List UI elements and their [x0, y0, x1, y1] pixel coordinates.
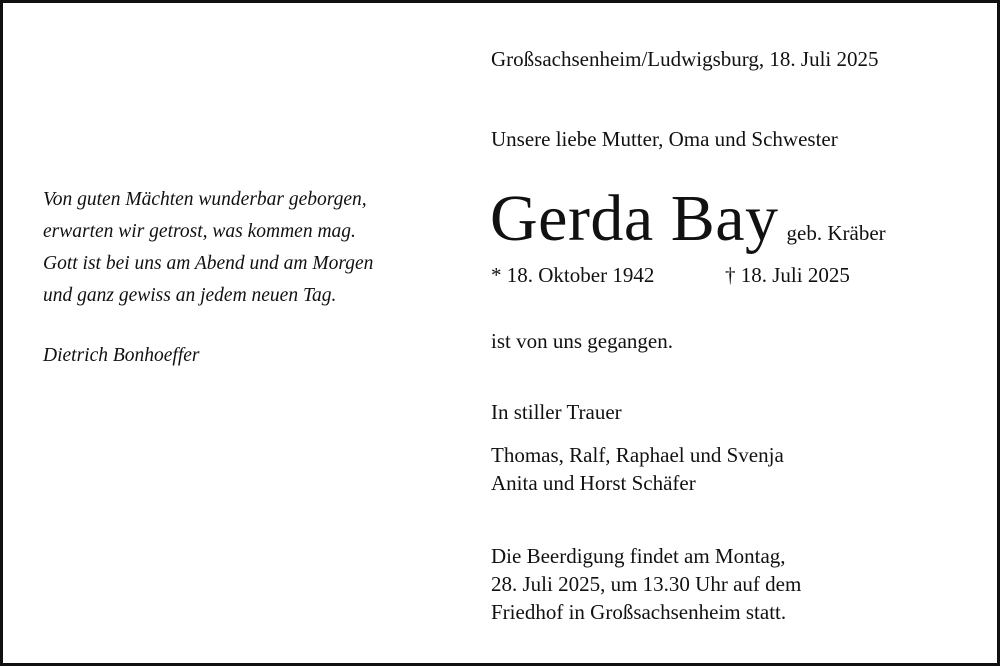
- deceased-name: Gerda Bay: [490, 182, 779, 255]
- mourner-line: Thomas, Ralf, Raphael und Svenja: [491, 443, 784, 467]
- funeral-line: 28. Juli 2025, um 13.30 Uhr auf dem: [491, 572, 802, 596]
- passed-text: ist von uns gegangen.: [491, 329, 673, 353]
- quote-author: Dietrich Bonhoeffer: [43, 345, 200, 366]
- mourning-label: In stiller Trauer: [491, 400, 622, 424]
- intro-text: Unsere liebe Mutter, Oma und Schwester: [491, 127, 838, 151]
- place-date: Großsachsenheim/Ludwigsburg, 18. Juli 2025: [491, 47, 879, 71]
- quote-line: Gott ist bei uns am Abend und am Morgen: [43, 253, 374, 274]
- quote-line: erwarten wir getrost, was kommen mag.: [43, 221, 356, 242]
- mourner-line: Anita und Horst Schäfer: [491, 471, 696, 495]
- birth-date: * 18. Oktober 1942: [491, 263, 655, 287]
- funeral-line: Die Beerdigung findet am Montag,: [491, 544, 786, 568]
- maiden-name: geb. Kräber: [786, 221, 886, 245]
- quote-line: Von guten Mächten wunderbar geborgen,: [43, 189, 367, 210]
- quote-line: und ganz gewiss an jedem neuen Tag.: [43, 285, 337, 306]
- death-date: † 18. Juli 2025: [725, 263, 850, 287]
- deceased-name-row: [490, 182, 886, 255]
- funeral-line: Friedhof in Großsachsenheim statt.: [491, 600, 787, 624]
